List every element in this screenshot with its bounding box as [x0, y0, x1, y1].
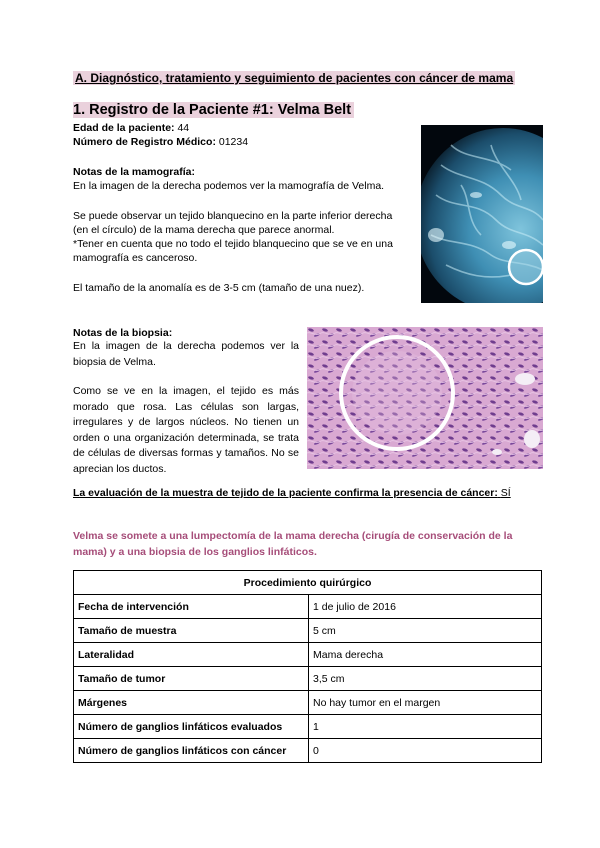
row-value: 1	[309, 715, 542, 739]
row-label: Tamaño de muestra	[74, 619, 309, 643]
patient-age-label: Edad de la paciente:	[73, 122, 175, 134]
patient-record-value: 01234	[218, 136, 249, 148]
row-value: 3,5 cm	[309, 667, 542, 691]
mammography-text-1: En la imagen de la derecha podemos ver la mamografía de Velma.	[73, 180, 385, 192]
row-label: Número de ganglios linfáticos con cáncer	[74, 739, 309, 763]
procedure-table	[73, 570, 542, 763]
surgery-note: Velma se somete a una lumpectomía de la mama derecha (cirugía de conservación de la mama) y a una biopsia de los ganglios linfáticos.	[73, 530, 513, 558]
table-row	[74, 667, 542, 691]
table-row	[74, 595, 542, 619]
row-value: 0	[309, 739, 542, 763]
procedure-table-header: Procedimiento quirúrgico	[74, 571, 542, 595]
mammography-text-2d: mamografía es canceroso.	[73, 252, 198, 264]
patient-age-value: 44	[177, 122, 190, 134]
mammography-heading: Notas de la mamografía:	[73, 166, 195, 178]
patient-record-label: Número de Registro Médico:	[73, 136, 216, 148]
row-label: Tamaño de tumor	[74, 667, 309, 691]
section-title: A. Diagnóstico, tratamiento y seguimiento de pacientes con cáncer de mama	[75, 71, 514, 85]
mammography-text-2b: (en el círculo) de la mama derecha que parece anormal.	[73, 224, 335, 236]
row-value: 1 de julio de 2016	[309, 595, 542, 619]
mammography-text-2a: Se puede observar un tejido blanquecino en la parte inferior derecha	[73, 210, 393, 222]
mammography-text-3: El tamaño de la anomalía es de 3-5 cm (tamaño de una nuez).	[73, 282, 365, 294]
row-value: Mama derecha	[309, 643, 542, 667]
biopsy-text-1: En la imagen de la derecha podemos ver la biopsia de Velma.	[73, 340, 299, 368]
evaluation-text: La evaluación de la muestra de tejido de la paciente confirma la presencia de cáncer:	[73, 487, 498, 499]
mammogram-image	[421, 125, 543, 303]
row-value: 5 cm	[309, 619, 542, 643]
table-row	[74, 619, 542, 643]
procedure-table-header-row	[74, 571, 542, 595]
evaluation-line	[73, 487, 511, 499]
patient-record	[73, 135, 248, 149]
biopsy-image	[307, 327, 543, 469]
table-row	[74, 715, 542, 739]
biopsy-heading: Notas de la biopsia:	[73, 327, 173, 339]
biopsy-text-2: Como se ve en la imagen, el tejido es más morado que rosa. Las células son largas, irregulares y de largos núcleos. No tienen un orden o una organización determinada, se trata de células de diversas formas y tamaños. No se aprecian los ductos.	[73, 385, 299, 475]
row-label: Número de ganglios linfáticos evaluados	[74, 715, 309, 739]
evaluation-answer: SÍ	[500, 487, 511, 499]
mammography-text-2c: *Tener en cuenta que no todo el tejido blanquecino que se ve en una	[73, 238, 393, 250]
row-label: Márgenes	[74, 691, 309, 715]
patient-title: 1. Registro de la Paciente #1: Velma Belt	[73, 102, 354, 118]
row-label: Lateralidad	[74, 643, 309, 667]
patient-age	[73, 121, 189, 135]
row-value: No hay tumor en el margen	[309, 691, 542, 715]
table-row	[74, 643, 542, 667]
row-label: Fecha de intervención	[74, 595, 309, 619]
table-row	[74, 691, 542, 715]
table-row	[74, 739, 542, 763]
